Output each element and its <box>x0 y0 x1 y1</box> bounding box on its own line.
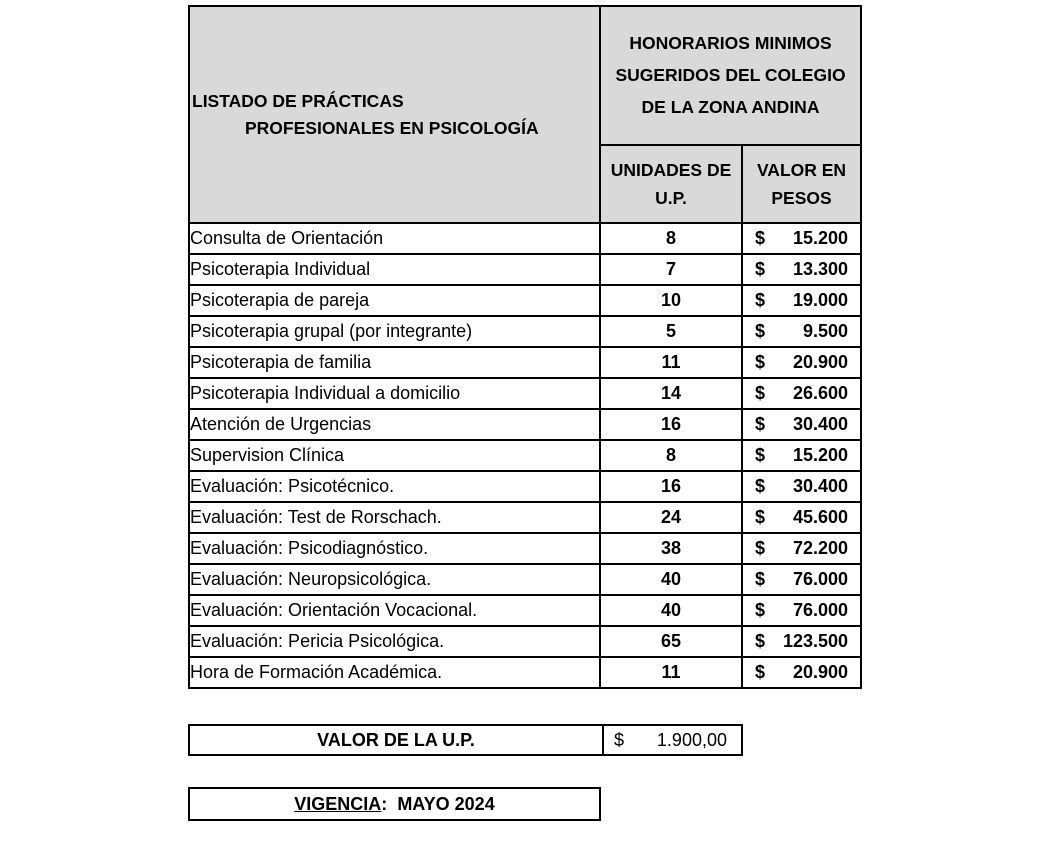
vigencia-label: VIGENCIA <box>294 793 382 814</box>
currency-symbol: $ <box>755 569 766 589</box>
practice-value <box>742 657 861 688</box>
units-column-header: UNIDADES DE U.P. <box>600 145 742 223</box>
practice-name: Psicoterapia de familia <box>189 347 600 378</box>
practice-name: Psicoterapia Individual <box>189 254 600 285</box>
up-value-label: VALOR DE LA U.P. <box>190 726 604 754</box>
practice-name: Psicoterapia Individual a domicilio <box>189 378 600 409</box>
table-row <box>189 502 861 533</box>
price-amount: 13.300 <box>792 259 849 279</box>
vigencia-value: MAYO 2024 <box>397 793 495 814</box>
table-row <box>189 595 861 626</box>
currency-symbol: $ <box>755 321 766 341</box>
price-amount: 20.900 <box>792 352 849 372</box>
table-row <box>189 285 861 316</box>
up-value-number: 1.900,00 <box>656 729 727 750</box>
table-row <box>189 564 861 595</box>
practice-units: 38 <box>600 533 742 564</box>
practice-units: 14 <box>600 378 742 409</box>
practice-units: 7 <box>600 254 742 285</box>
table-row <box>189 254 861 285</box>
practice-value <box>742 409 861 440</box>
table-row <box>189 223 861 254</box>
value-column-header: VALOR EN PESOS <box>742 145 861 223</box>
practice-name: Supervision Clínica <box>189 440 600 471</box>
currency-symbol: $ <box>755 662 766 682</box>
practice-units: 8 <box>600 440 742 471</box>
table-row <box>189 378 861 409</box>
practice-name: Consulta de Orientación <box>189 223 600 254</box>
practice-value <box>742 378 861 409</box>
practice-value <box>742 626 861 657</box>
practice-units: 10 <box>600 285 742 316</box>
table-row <box>189 626 861 657</box>
practice-name: Evaluación: Psicotécnico. <box>189 471 600 502</box>
practice-value <box>742 471 861 502</box>
table-row <box>189 471 861 502</box>
price-amount: 26.600 <box>792 383 849 403</box>
practice-units: 24 <box>600 502 742 533</box>
practice-value <box>742 440 861 471</box>
currency-symbol: $ <box>755 600 766 620</box>
practices-header-line2: PROFESIONALES EN PSICOLOGÍA <box>245 117 539 138</box>
up-currency-symbol: $ <box>614 729 625 750</box>
practice-units: 11 <box>600 657 742 688</box>
currency-symbol: $ <box>755 507 766 527</box>
currency-symbol: $ <box>755 259 766 279</box>
table-row <box>189 409 861 440</box>
price-amount: 9.500 <box>802 321 849 341</box>
practice-name: Psicoterapia de pareja <box>189 285 600 316</box>
currency-symbol: $ <box>755 383 766 403</box>
table-row <box>189 316 861 347</box>
price-amount: 76.000 <box>792 600 849 620</box>
practice-units: 8 <box>600 223 742 254</box>
practice-name: Hora de Formación Académica. <box>189 657 600 688</box>
up-value-amount <box>604 730 741 751</box>
practice-name: Evaluación: Psicodiagnóstico. <box>189 533 600 564</box>
practice-name: Atención de Urgencias <box>189 409 600 440</box>
vigencia-colon: : <box>381 793 388 814</box>
practice-units: 40 <box>600 564 742 595</box>
currency-symbol: $ <box>755 352 766 372</box>
honorarios-header: HONORARIOS MINIMOS SUGERIDOS DEL COLEGIO DE LA ZONA ANDINA <box>600 6 861 145</box>
currency-symbol: $ <box>755 290 766 310</box>
price-amount: 72.200 <box>792 538 849 558</box>
practice-value <box>742 595 861 626</box>
practice-value <box>742 285 861 316</box>
price-amount: 15.200 <box>792 445 849 465</box>
practice-value <box>742 564 861 595</box>
up-value-box <box>188 724 743 756</box>
price-amount: 30.400 <box>792 414 849 434</box>
price-amount: 19.000 <box>792 290 849 310</box>
practices-header-line1: LISTADO DE PRÁCTICAS <box>192 90 404 111</box>
practice-value <box>742 502 861 533</box>
table-row <box>189 657 861 688</box>
practices-header <box>189 6 600 223</box>
practice-name: Psicoterapia grupal (por integrante) <box>189 316 600 347</box>
practice-value <box>742 254 861 285</box>
price-amount: 76.000 <box>792 569 849 589</box>
table-row <box>189 533 861 564</box>
currency-symbol: $ <box>755 538 766 558</box>
currency-symbol: $ <box>755 476 766 496</box>
practice-units: 16 <box>600 471 742 502</box>
practice-units: 5 <box>600 316 742 347</box>
practice-units: 16 <box>600 409 742 440</box>
practice-name: Evaluación: Neuropsicológica. <box>189 564 600 595</box>
practice-name: Evaluación: Orientación Vocacional. <box>189 595 600 626</box>
practice-units: 11 <box>600 347 742 378</box>
practice-value <box>742 316 861 347</box>
currency-symbol: $ <box>755 445 766 465</box>
currency-symbol: $ <box>755 228 766 248</box>
currency-symbol: $ <box>755 631 766 651</box>
price-amount: 15.200 <box>792 228 849 248</box>
practice-value <box>742 533 861 564</box>
price-amount: 123.500 <box>782 631 849 651</box>
vigencia-box <box>188 787 601 821</box>
fees-table <box>188 5 862 689</box>
price-amount: 30.400 <box>792 476 849 496</box>
price-amount: 20.900 <box>792 662 849 682</box>
table-row <box>189 440 861 471</box>
table-row <box>189 347 861 378</box>
practice-value <box>742 223 861 254</box>
currency-symbol: $ <box>755 414 766 434</box>
practice-name: Evaluación: Test de Rorschach. <box>189 502 600 533</box>
practice-units: 40 <box>600 595 742 626</box>
practice-value <box>742 347 861 378</box>
practice-name: Evaluación: Pericia Psicológica. <box>189 626 600 657</box>
practice-units: 65 <box>600 626 742 657</box>
price-amount: 45.600 <box>792 507 849 527</box>
